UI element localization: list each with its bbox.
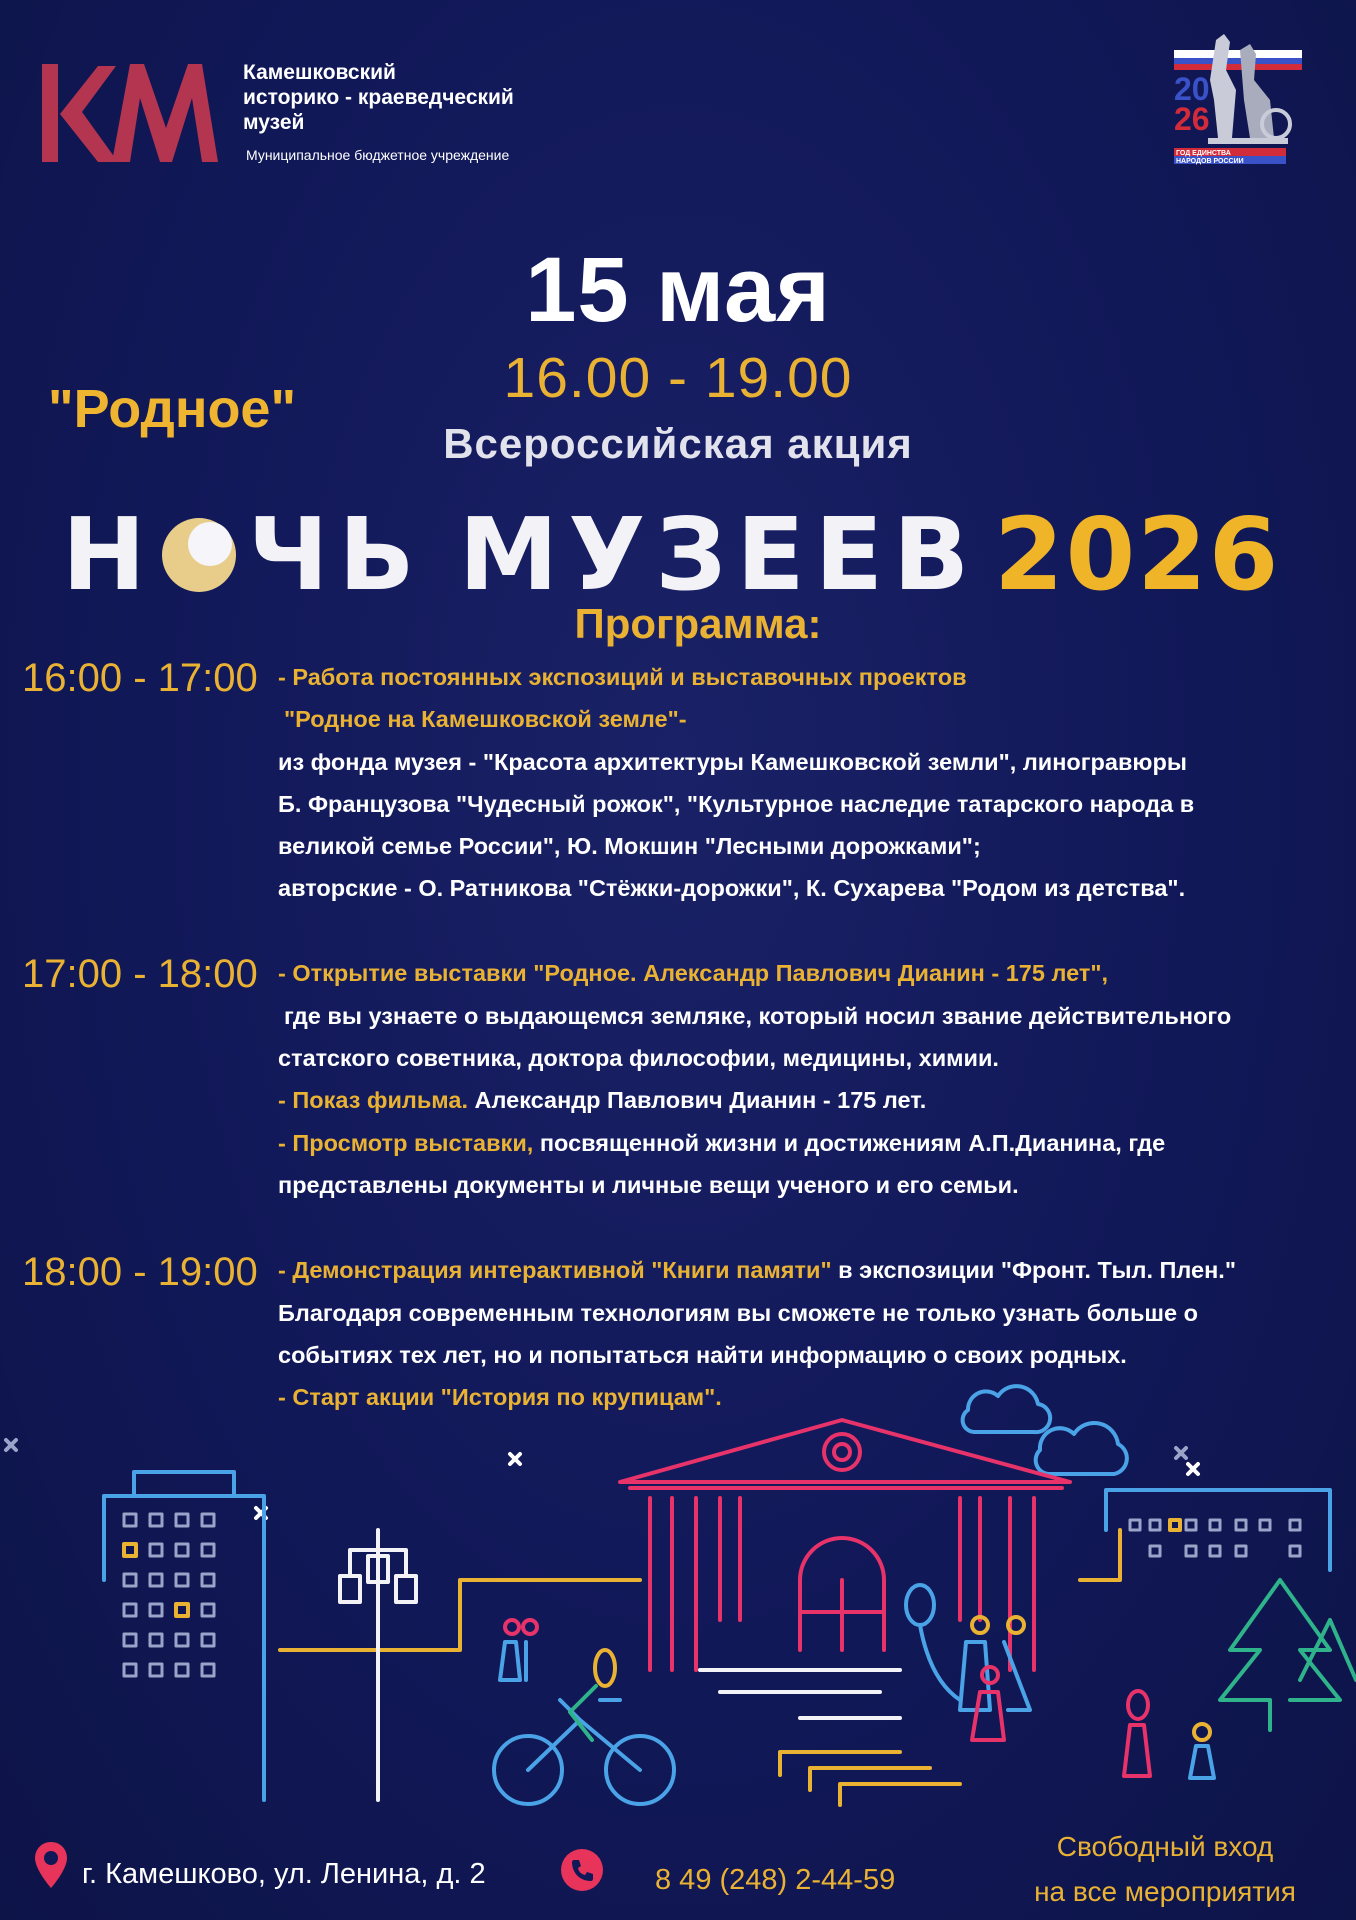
action-label: Всероссийская акция — [443, 420, 913, 467]
slot-time-3: 18:00 - 19:00 — [22, 1250, 258, 1294]
title-word-museums: МУЗЕЕВ — [458, 496, 980, 613]
museum-name-line: музей — [243, 111, 305, 134]
slot2-line: статского советника, доктора философии, медицины, химии. — [278, 1045, 999, 1071]
exhibition-view-label: - Просмотр выставки, — [278, 1130, 534, 1156]
slot1-line: великой семье России", Ю. Мокшин "Лесными дорожками"; — [278, 833, 981, 859]
slot2-line: - Открытие выставки "Родное. Александр Павлович Дианин - 175 лет", — [278, 960, 1109, 986]
slot2-line: где вы узнаете о выдающемся земляке, который носил звание действительного — [284, 1003, 1232, 1029]
event-date: 15 мая — [525, 239, 831, 341]
slot3-line — [278, 1257, 1236, 1284]
slot2-line — [278, 1130, 1165, 1157]
slot2-line: представлены документы и личные вещи ученого и его семьи. — [278, 1172, 1019, 1198]
slot1-line: Б. Французова "Чудесный рожок", "Культурное наследие татарского народа в — [278, 791, 1195, 817]
title-word-night-end: ЧЬ — [247, 496, 425, 613]
museum-name — [243, 60, 514, 135]
location-pin-icon — [33, 1840, 69, 1890]
emblem-year-bottom: 26 — [1174, 101, 1210, 137]
free-entry-line: на все мероприятия — [1034, 1876, 1296, 1907]
museum-subtitle: Муниципальное бюджетное учреждение — [246, 147, 510, 163]
slot1-line: "Родное на Камешковской земле"- — [284, 706, 687, 732]
free-entry-line: Свободный вход — [1056, 1831, 1274, 1862]
slot1-line: - Работа постоянных экспозиций и выставочных проектов — [278, 664, 967, 690]
film-screening-label: - Показ фильма. — [278, 1087, 468, 1113]
film-screening-text: Александр Павлович Дианин - 175 лет. — [468, 1087, 927, 1113]
phone-number: 8 49 (248) 2-44-59 — [655, 1864, 896, 1896]
title-letter-n: Н — [62, 496, 156, 613]
slot3-line: событиях тех лет, но и попытаться найти информацию о своих родных. — [278, 1342, 1127, 1368]
phone-icon — [560, 1848, 604, 1892]
emblem-year-top: 20 — [1174, 71, 1210, 107]
title-year: 2026 — [994, 496, 1281, 613]
slot-time-1: 16:00 - 17:00 — [22, 656, 258, 700]
free-entry-note — [1012, 1824, 1318, 1914]
program-title: Программа: — [574, 600, 822, 647]
neon-city-illustration — [0, 1380, 1356, 1820]
slot3-line: Благодаря современным технологиям вы сможете не только узнать больше о — [278, 1300, 1198, 1326]
event-time-range: 16.00 - 19.00 — [503, 346, 853, 410]
night-of-museums-title — [62, 496, 1281, 613]
slot1-line: авторские - О. Ратникова "Стёжки-дорожки", К. Сухарева "Родом из детства". — [278, 875, 1186, 901]
museum-name-line: историко - краеведческий — [243, 86, 514, 109]
emblem-caption-2: НАРОДОВ РОССИИ — [1176, 158, 1244, 165]
slot3-line: - Старт акции "История по крупицам". — [278, 1384, 722, 1410]
slot-time-2: 17:00 - 18:00 — [22, 952, 258, 996]
memory-book-text: в экспозиции "Фронт. Тыл. Плен." — [831, 1257, 1236, 1283]
address: г. Камешково, ул. Ленина, д. 2 — [82, 1858, 486, 1890]
year-of-unity-emblem — [1170, 30, 1305, 170]
event-theme: "Родное" — [48, 379, 297, 439]
km-logo — [38, 58, 218, 168]
slot1-line: из фонда музея - "Красота архитектуры Камешковской земли", линогравюры — [278, 749, 1187, 775]
memory-book-label: - Демонстрация интерактивной "Книги памяти" — [278, 1257, 832, 1283]
exhibition-view-text: посвященной жизни и достижениям А.П.Дианина, где — [533, 1130, 1166, 1156]
crescent-moon-icon — [160, 516, 238, 594]
slot2-line — [278, 1087, 926, 1114]
museum-name-line: Камешковский — [243, 61, 396, 84]
emblem-caption-1: ГОД ЕДИНСТВА — [1176, 150, 1231, 157]
